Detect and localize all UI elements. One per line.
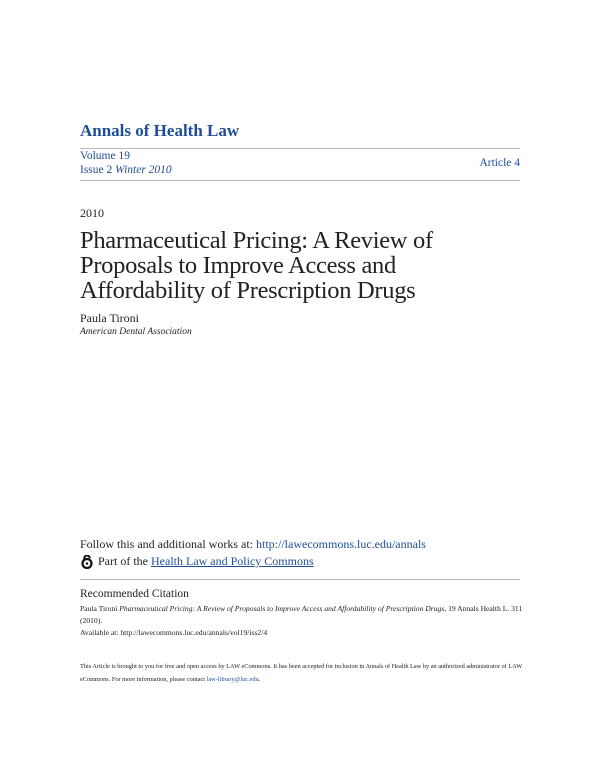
footer-notice (80, 660, 525, 686)
commons-link[interactable]: Health Law and Policy Commons (151, 554, 314, 568)
footer-text: This Article is brought to you for free and open access by LAW eCommons. It has been accepted for inclusion in Annals of Health Law by an authorized administrator of LAW eCommons. For more information, please contact (80, 663, 523, 683)
citation-available: Available at: http://lawecommons.luc.edu/annals/vol19/iss2/4 (80, 628, 268, 637)
volume-link[interactable]: Volume 19 (80, 150, 130, 162)
citation-title: Pharmaceutical Pricing: A Review of Proposals to Improve Access and Affordability of Prescription Drugs (119, 604, 445, 613)
header-rule-bottom (80, 180, 520, 181)
author-name: Paula Tironi (80, 311, 140, 325)
issue-season: Winter 2010 (115, 164, 172, 176)
part-of-line (80, 554, 314, 569)
footer-end: . (258, 676, 261, 683)
part-of-text: Part of the (98, 554, 148, 568)
article-number-link[interactable]: Article 4 (479, 157, 520, 169)
recommended-citation-heading: Recommended Citation (80, 588, 189, 600)
follow-url-link[interactable]: http://lawecommons.luc.edu/annals (256, 537, 426, 551)
citation-author: Paula Tironi (80, 604, 118, 613)
open-access-icon (80, 555, 94, 569)
contact-email-link[interactable]: law-library@luc.edu (206, 676, 259, 683)
citation-rule (80, 579, 520, 580)
journal-title-link[interactable]: Annals of Health Law (80, 121, 240, 140)
author-affiliation: American Dental Association (80, 327, 192, 337)
citation-text (80, 603, 525, 639)
follow-line (80, 537, 426, 552)
header-rule-top (80, 148, 520, 149)
paper-title: Pharmaceutical Pricing: A Review of Proposals to Improve Access and Affordability of Prescription Drugs (80, 227, 433, 304)
issue-number: Issue 2 (80, 164, 113, 176)
follow-text: Follow this and additional works at: (80, 537, 253, 551)
publication-year: 2010 (80, 206, 104, 220)
citation-rest: , 19 Annals Health L. 311 (2010). (80, 604, 523, 625)
issue-link[interactable] (80, 164, 172, 176)
